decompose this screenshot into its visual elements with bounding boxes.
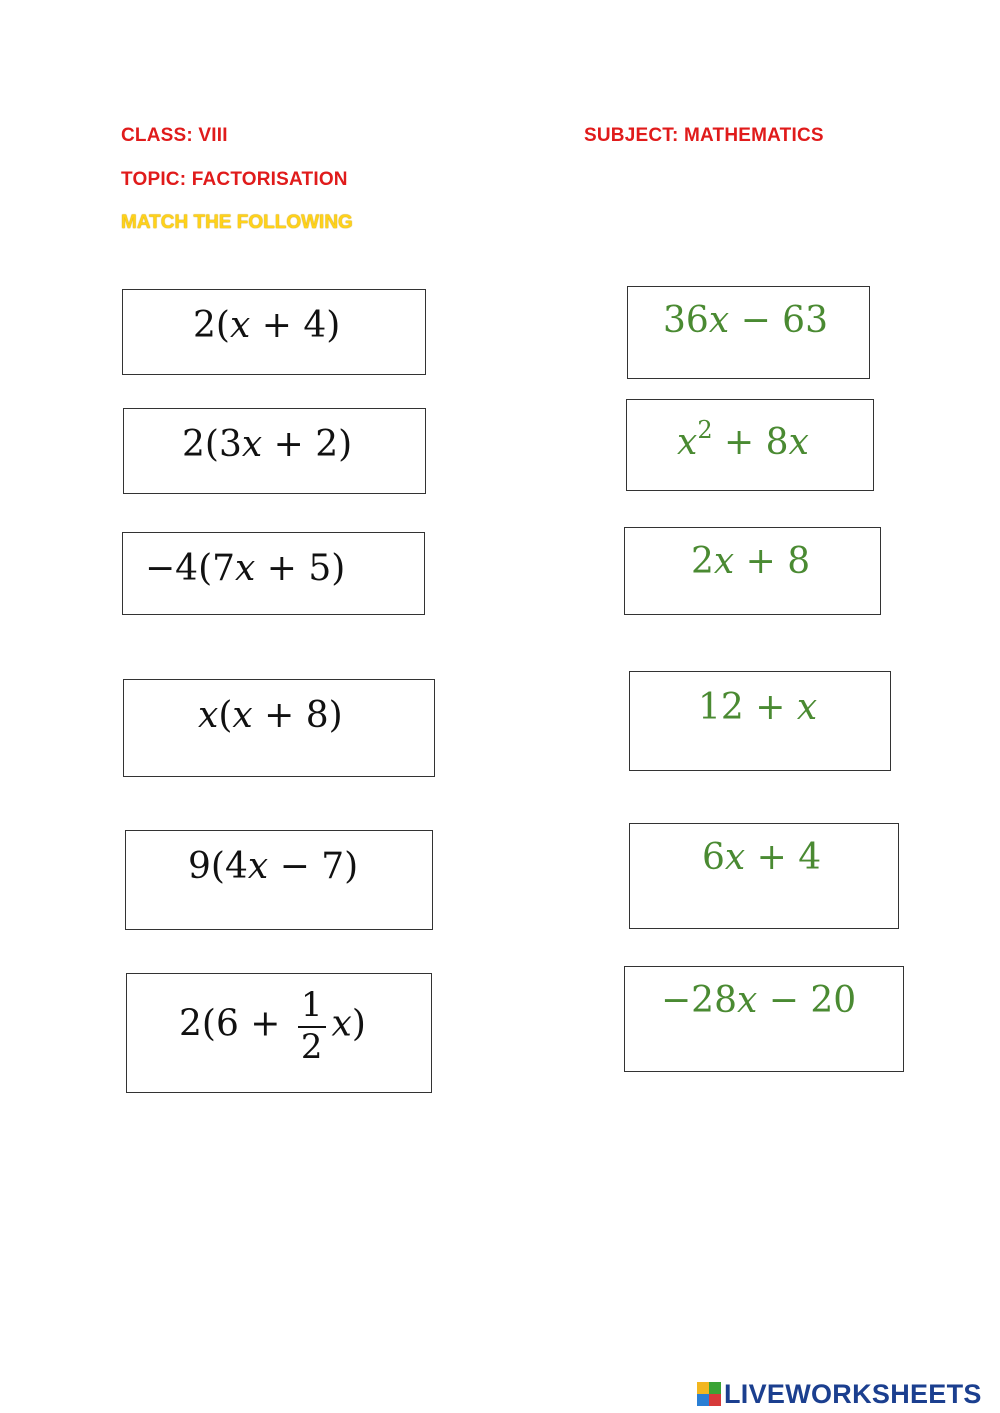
left-card[interactable] [122, 532, 425, 615]
left-card[interactable] [123, 679, 435, 777]
fraction-suffix: x) [331, 1003, 366, 1045]
power-exponent: 2 [697, 416, 713, 444]
right-expression [677, 418, 809, 461]
fraction-numerator: 1 [298, 988, 326, 1028]
right-expression: 2x + 8 [691, 541, 811, 582]
logo-square [697, 1394, 709, 1406]
left-expression: −4(7x + 5) [145, 548, 346, 589]
right-card[interactable] [627, 286, 870, 379]
instruction-heading: MATCH THE FOLLOWING [121, 212, 353, 233]
logo-square [709, 1394, 721, 1406]
left-expression: 9(4x − 7) [188, 846, 359, 887]
liveworksheets-logo [697, 1378, 982, 1410]
right-card[interactable] [629, 823, 899, 929]
right-expression: −28x − 20 [661, 980, 857, 1021]
left-expression: 2(3x + 2) [182, 424, 353, 465]
right-expression: 36x − 63 [663, 300, 828, 341]
left-card[interactable] [123, 408, 426, 494]
logo-square [709, 1382, 721, 1394]
fraction-denominator: 2 [300, 1026, 323, 1067]
left-expression: x(x + 8) [198, 695, 343, 736]
power-rest: + 8x [712, 422, 809, 463]
class-label: CLASS: VIII [121, 125, 228, 146]
logo-square [697, 1382, 709, 1394]
logo-text: LIVEWORKSHEETS [724, 1378, 982, 1409]
left-card[interactable] [122, 289, 426, 375]
left-card[interactable] [125, 830, 433, 930]
fraction [298, 985, 326, 1067]
liveworksheets-logo-icon [697, 1382, 721, 1406]
right-card[interactable] [626, 399, 874, 491]
power-base: x [677, 422, 698, 463]
right-card[interactable] [629, 671, 891, 771]
topic-label: TOPIC: FACTORISATION [121, 169, 348, 190]
right-card[interactable] [624, 966, 904, 1072]
left-card[interactable] [126, 973, 432, 1093]
fraction-prefix: 2(6 + [179, 1003, 292, 1045]
left-expression: 2(x + 4) [193, 305, 341, 346]
right-card[interactable] [624, 527, 881, 615]
left-fraction-expression [179, 985, 366, 1067]
right-expression: 12 + x [698, 687, 818, 728]
right-expression: 6x + 4 [702, 837, 822, 878]
subject-label: SUBJECT: MATHEMATICS [584, 125, 824, 146]
